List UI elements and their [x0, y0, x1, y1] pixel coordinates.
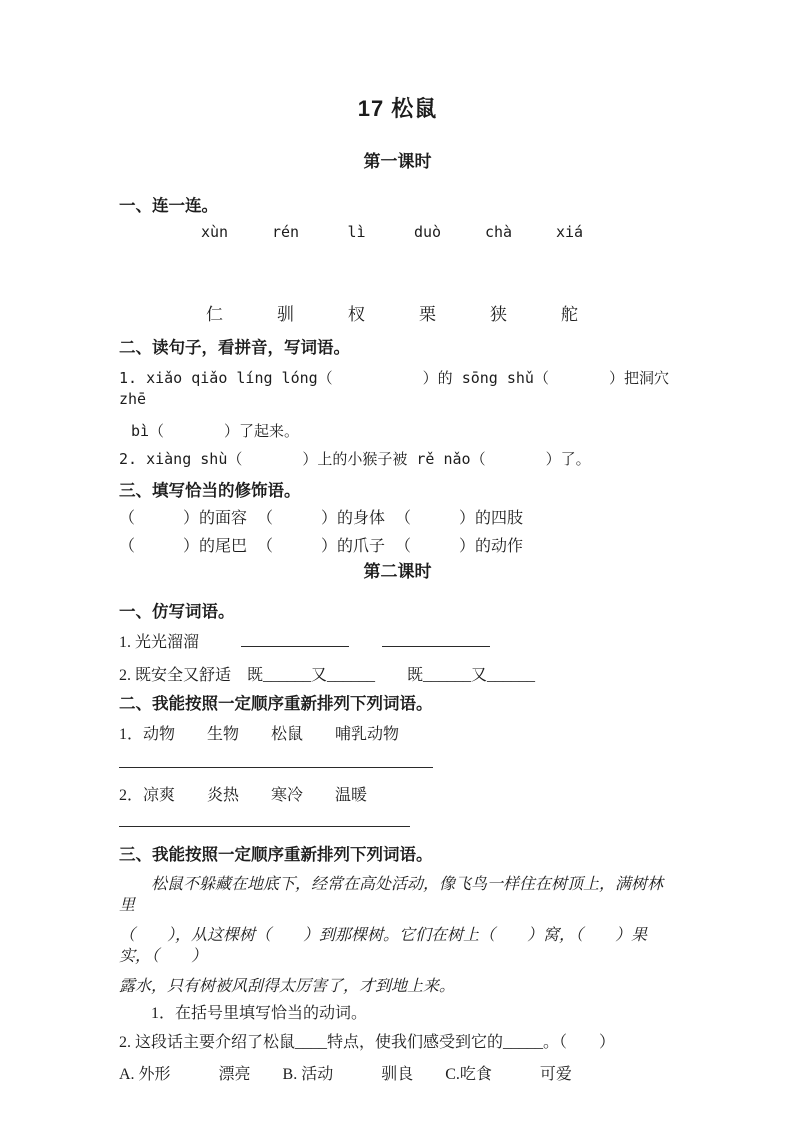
answer-line	[119, 826, 410, 827]
page-title: 17 松鼠	[357, 96, 438, 121]
hanzi-row	[179, 305, 676, 325]
s1-q2-line2: bì（ ）了起来。	[131, 422, 300, 440]
hanzi-item: 杈	[348, 305, 365, 324]
answer-blank	[382, 631, 490, 647]
hanzi-item: 栗	[419, 305, 436, 324]
answer-line	[119, 767, 433, 768]
s2-q1-item1-label: 1. 光光溜溜	[119, 634, 200, 651]
modifier-row	[119, 508, 676, 529]
s2-q1-item1	[119, 631, 676, 653]
s1-q2-line3: 2. xiàng shù（ ）上的小猴子被 rě nǎo（ ）了。	[119, 450, 591, 468]
s2-q2-item1: 1．动物 生物 松鼠 哺乳动物	[119, 726, 400, 743]
modifier-cell: （ ）的爪子	[257, 538, 386, 555]
s2-q3-sub2: 2. 这段话主要介绍了松鼠____特点，使我们感受到它的_____。（ ）	[119, 1034, 616, 1051]
modifier-cell: （ ）的尾巴	[119, 538, 248, 555]
s1-q1-heading: 一、连一连。	[119, 197, 218, 215]
hanzi-item: 仁	[206, 305, 223, 324]
pinyin-item: xùn	[200, 223, 229, 241]
modifier-cell: （ ）的身体	[257, 510, 386, 527]
s2-q2-item2: 2．凉爽 炎热 寒冷 温暖	[119, 787, 368, 804]
modifier-row	[119, 536, 676, 557]
s2-q3-options: A. 外形 漂亮 B. 活动 驯良 C.吃食 可爱	[119, 1066, 572, 1083]
modifier-cell: （ ）的四肢	[395, 510, 524, 527]
pinyin-row	[179, 223, 676, 241]
s1-q2-line1: 1. xiǎo qiǎo líng lóng（ ）的 sōng shǔ（ ）把洞穴 zhē	[119, 369, 669, 408]
session2-heading: 第二课时	[363, 562, 432, 581]
s2-q3-paragraph-line2: （ ），从这棵树（ ）到那棵树。它们在树上（ ）窝，（ ）果实，（ ）	[119, 927, 648, 965]
s1-q3-heading: 三、填写恰当的修饰语。	[119, 482, 301, 500]
pinyin-item: duò	[413, 223, 442, 241]
hanzi-item: 驯	[277, 305, 294, 324]
modifier-cell: （ ）的面容	[119, 510, 248, 527]
modifier-cell: （ ）的动作	[395, 538, 524, 555]
s2-q1-item2: 2. 既安全又舒适 既______又______ 既______又______	[119, 667, 536, 684]
s2-q3-paragraph-line1: 松鼠不躲藏在地底下，经常在高处活动，像飞鸟一样住在树顶上，满树林里	[119, 876, 664, 914]
s2-q2-heading: 二、我能按照一定顺序重新排列下列词语。	[119, 695, 433, 713]
s1-q2-heading: 二、读句子，看拼音，写词语。	[119, 339, 350, 357]
answer-blank	[241, 631, 349, 647]
pinyin-item: xiá	[555, 223, 584, 241]
hanzi-item: 舵	[561, 305, 578, 324]
s2-q3-heading: 三、我能按照一定顺序重新排列下列词语。	[119, 846, 433, 864]
s2-q3-sub1: 1．在括号里填写恰当的动词。	[151, 1005, 368, 1022]
pinyin-item: lì	[347, 223, 366, 241]
hanzi-item: 狭	[490, 305, 507, 324]
session1-heading: 第一课时	[363, 152, 432, 171]
pinyin-item: rén	[271, 223, 300, 241]
pinyin-item: chà	[484, 223, 513, 241]
s2-q1-heading: 一、仿写词语。	[119, 603, 235, 621]
s2-q3-paragraph-line3: 露水，只有树被风刮得太厉害了，才到地上来。	[119, 978, 456, 995]
